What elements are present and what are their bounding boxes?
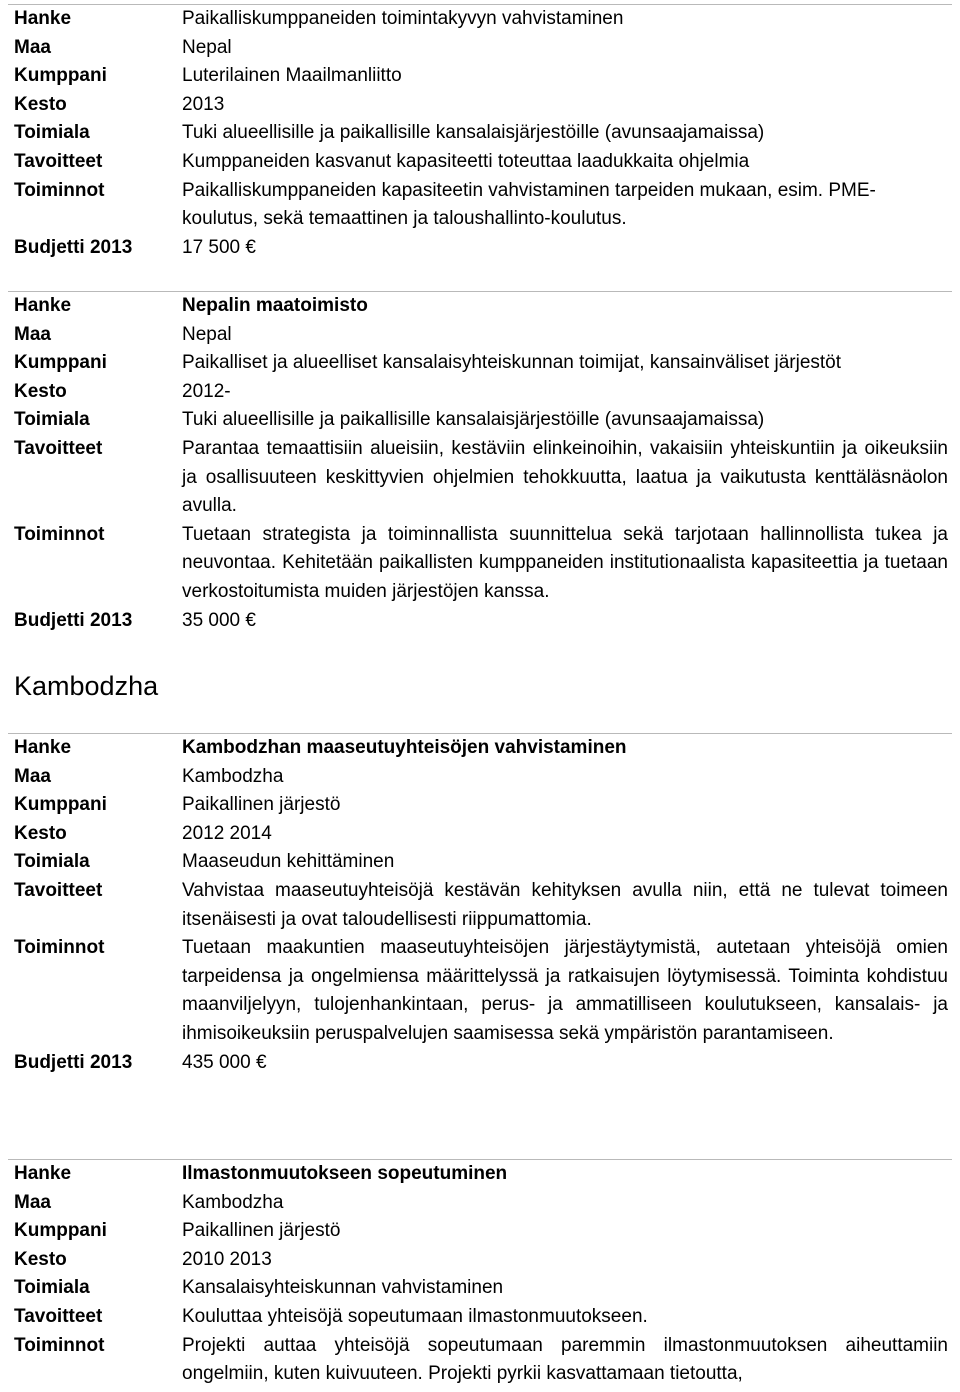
project-block-4 [8,1159,952,1389]
value-toiminnot: Paikalliskumppaneiden kapasiteetin vahvistaminen tarpeiden mukaan, esim. PME-koulutus, sekä temaattinen ja taloushallinto-koulutus. [182,179,876,230]
label-maa: Maa [14,36,51,58]
label-kesto: Kesto [14,1248,67,1270]
value-tavoitteet: Kouluttaa yhteisöjä sopeutumaan ilmastonmuutokseen. [182,1305,648,1327]
label-kumppani: Kumppani [14,352,107,374]
row-toimiala [8,119,952,148]
value-tavoitteet: Parantaa temaattisiin alueisiin, kestäviin elinkeinoihin, vakaisiin yhteiskuntiin ja oikeuksiin ja osallisuuteen keskittyvien ohjelmien tehokkuutta, laatua ja vaikutusta kenttäläsnäolon avulla. [182,437,948,517]
label-kesto: Kesto [14,822,67,844]
row-hanke [8,5,952,34]
label-tavoitteet: Tavoitteet [14,150,103,172]
project-block-2 [8,291,952,635]
label-budjetti: Budjetti 2013 [14,236,133,258]
value-budjetti: 17 500 € [182,236,256,258]
value-tavoitteet: Kumppaneiden kasvanut kapasiteetti toteuttaa laadukkaita ohjelmia [182,150,750,172]
value-kumppani: Paikalliset ja alueelliset kansalaisyhteiskunnan toimijat, kansainväliset järjestöt [182,352,842,374]
row-budjetti [8,234,952,263]
label-toimiala: Toimiala [14,122,90,144]
row-toimiala [8,1274,952,1303]
label-budjetti: Budjetti 2013 [14,1051,133,1073]
label-kesto: Kesto [14,93,67,115]
value-kumppani: Luterilainen Maailmanliitto [182,65,402,87]
value-hanke: Kambodzhan maaseutuyhteisöjen vahvistaminen [182,737,627,758]
label-toiminnot: Toiminnot [14,1334,105,1356]
label-maa: Maa [14,1191,51,1213]
row-maa [8,34,952,63]
label-toiminnot: Toiminnot [14,937,105,959]
value-hanke: Ilmastonmuutokseen sopeutuminen [182,1163,508,1184]
row-tavoitteet [8,148,952,177]
row-tavoitteet [8,1303,952,1332]
row-maa [8,763,952,792]
label-kumppani: Kumppani [14,65,107,87]
row-toiminnot [8,934,952,1048]
label-tavoitteet: Tavoitteet [14,1305,103,1327]
value-hanke: Paikalliskumppaneiden toimintakyvyn vahvistaminen [182,8,624,29]
row-budjetti [8,607,952,636]
row-toiminnot [8,177,952,234]
value-kesto: 2012 2014 [182,822,272,844]
label-toimiala: Toimiala [14,1277,90,1299]
value-budjetti: 435 000 € [182,1051,267,1073]
row-toimiala [8,406,952,435]
row-hanke [8,734,952,763]
label-hanke: Hanke [14,295,72,316]
row-kumppani [8,349,952,378]
label-toiminnot: Toiminnot [14,523,105,545]
value-kesto: 2010 2013 [182,1248,272,1270]
row-kesto [8,91,952,120]
row-kumppani [8,62,952,91]
row-budjetti [8,1049,952,1078]
value-maa: Nepal [182,36,232,58]
row-toimiala [8,848,952,877]
label-tavoitteet: Tavoitteet [14,879,103,901]
value-toimiala: Tuki alueellisille ja paikallisille kansalaisjärjestöille (avunsaajamaissa) [182,122,765,144]
row-kumppani [8,1217,952,1246]
project-block-3 [8,733,952,1077]
label-budjetti: Budjetti 2013 [14,609,133,631]
label-toimiala: Toimiala [14,409,90,431]
value-toimiala: Maaseudun kehittäminen [182,851,395,873]
label-hanke: Hanke [14,1163,72,1184]
label-tavoitteet: Tavoitteet [14,437,103,459]
label-maa: Maa [14,323,51,345]
value-tavoitteet: Vahvistaa maaseutuyhteisöjä kestävän kehityksen avulla niin, että ne tulevat toimeen itsenäisesti ja ovat taloudellisesti riippumattomia. [182,879,948,930]
label-hanke: Hanke [14,8,72,29]
row-toiminnot [8,1332,952,1389]
row-kumppani [8,791,952,820]
value-budjetti: 35 000 € [182,609,256,631]
row-kesto [8,820,952,849]
value-kesto: 2013 [182,93,225,115]
row-maa [8,321,952,350]
label-hanke: Hanke [14,737,72,758]
row-toiminnot [8,521,952,607]
label-toimiala: Toimiala [14,851,90,873]
value-kumppani: Paikallinen järjestö [182,794,341,816]
value-maa: Kambodzha [182,1191,284,1213]
section-heading: Kambodzha [14,671,159,701]
value-toiminnot: Tuetaan maakuntien maaseutuyhteisöjen järjestäytymistä, autetaan yhteisöjä omien tarpeidensa ja ongelmiensa määrittelyssä ja ratkaisujen löytymisessä. Toiminta kohdistuu maanviljelyyn, tulojenhankintaan, perus- ja ammatilliseen koulutukseen, kansalais- ja ihmisoikeuksiin peruspalvelujen saamisessa sekä ympäristön parantamiseen. [182,937,948,1044]
value-maa: Nepal [182,323,232,345]
label-kesto: Kesto [14,380,67,402]
row-hanke [8,1160,952,1189]
value-kumppani: Paikallinen järjestö [182,1220,341,1242]
project-block-1 [8,4,952,262]
value-toiminnot: Tuetaan strategista ja toiminnallista suunnittelua sekä tarjotaan hallinnollista tukea ja neuvontaa. Kehitetään paikallisten kumppaneiden institutionaalista kapasiteettia ja tuetaan verkostoitumista muiden järjestöjen kanssa. [182,523,948,602]
row-hanke [8,292,952,321]
value-toimiala: Tuki alueellisille ja paikallisille kansalaisjärjestöille (avunsaajamaissa) [182,409,765,431]
label-kumppani: Kumppani [14,1220,107,1242]
row-kesto [8,378,952,407]
label-toiminnot: Toiminnot [14,179,105,201]
row-kesto [8,1246,952,1275]
value-maa: Kambodzha [182,765,284,787]
label-kumppani: Kumppani [14,794,107,816]
value-kesto: 2012- [182,380,231,402]
value-toiminnot: Projekti auttaa yhteisöjä sopeutumaan paremmin ilmastonmuutoksen aiheuttamiin ongelmiin, kuten kuivuuteen. Projekti pyrkii kasvattamaan tietoutta, [182,1334,948,1385]
row-maa [8,1189,952,1218]
row-tavoitteet [8,435,952,521]
value-toimiala: Kansalaisyhteiskunnan vahvistaminen [182,1277,504,1299]
value-hanke: Nepalin maatoimisto [182,295,368,316]
label-maa: Maa [14,765,51,787]
row-tavoitteet [8,877,952,934]
